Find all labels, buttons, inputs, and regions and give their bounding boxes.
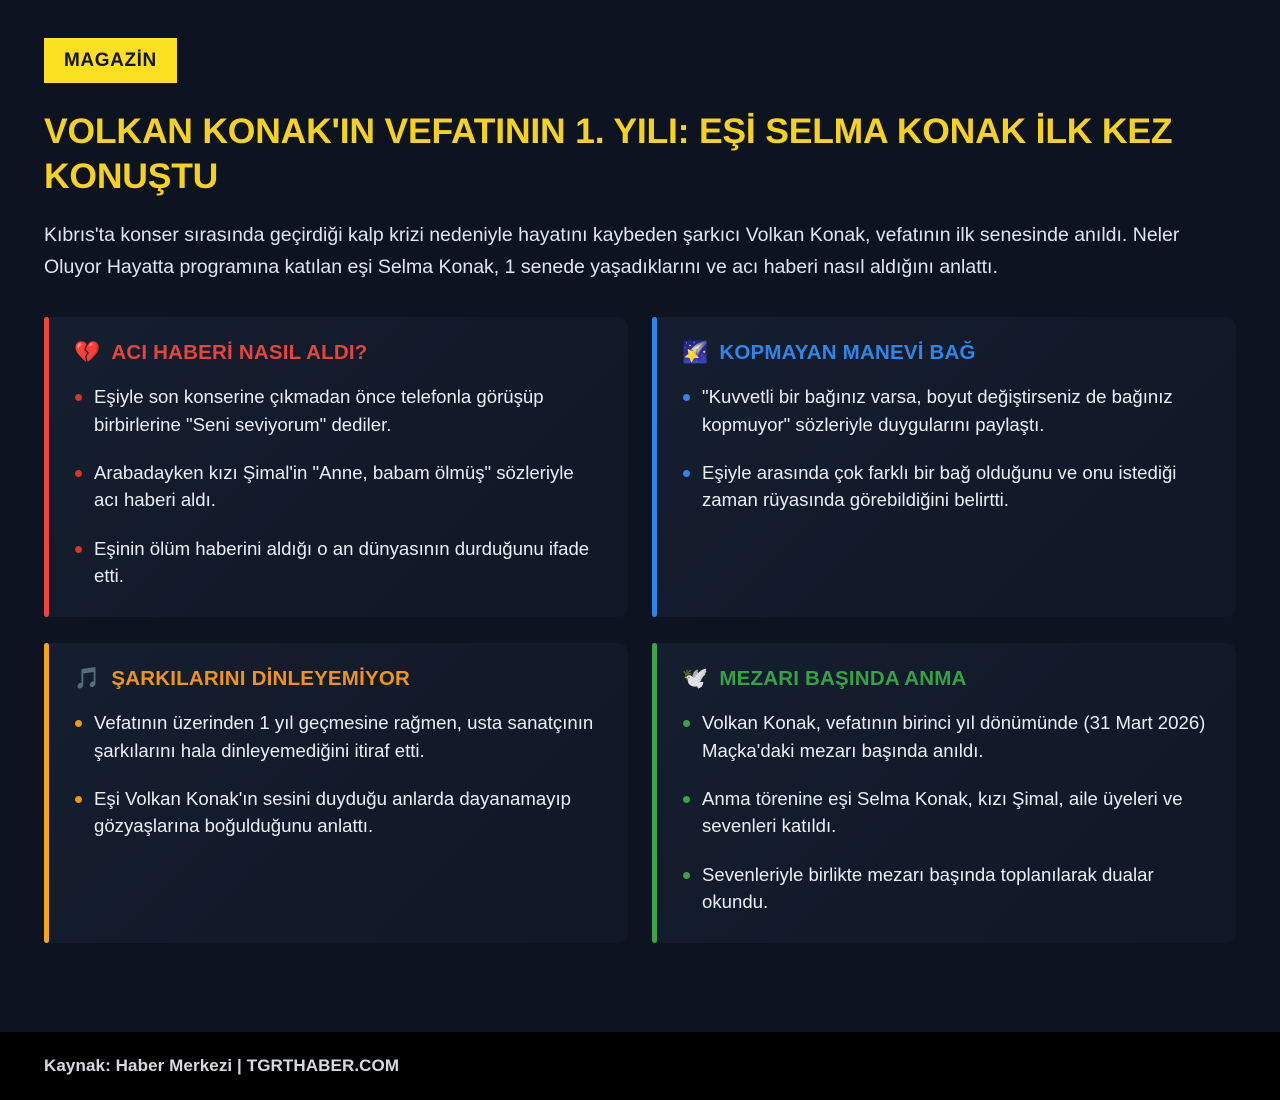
card-sarkilarini-dinleyemiyor xyxy=(44,643,628,943)
card-title xyxy=(74,667,602,692)
card-mezari-basinda-anma xyxy=(652,643,1236,943)
list-item-text: Arabadayken kızı Şimal'in "Anne, babam ölmüş" sözleriyle acı haberi aldı. xyxy=(94,461,574,511)
list-item xyxy=(74,535,602,590)
card-bullet-list xyxy=(74,709,602,839)
list-item xyxy=(682,709,1210,764)
list-item xyxy=(74,785,602,840)
music-note-icon: 🎵 xyxy=(74,667,101,691)
card-accent-bar xyxy=(44,643,49,943)
card-title xyxy=(682,667,1210,692)
white-flower-icon: 🕊️ xyxy=(682,667,709,691)
list-item-text: Eşi Volkan Konak'ın sesini duyduğu anlarda dayanamayıp gözyaşlarına boğulduğunu anlattı. xyxy=(94,787,571,837)
list-item xyxy=(74,459,602,514)
list-item xyxy=(74,383,602,438)
card-bullet-list xyxy=(682,383,1210,513)
card-bullet-list xyxy=(682,709,1210,915)
card-accent-bar xyxy=(652,317,657,617)
card-accent-bar xyxy=(44,317,49,617)
list-item xyxy=(682,785,1210,840)
card-manevi-bag xyxy=(652,317,1236,617)
card-title-text: MEZARI BAŞINDA ANMA xyxy=(719,666,967,690)
card-title xyxy=(682,341,1210,366)
card-aci-haberi xyxy=(44,317,628,617)
footer-bar xyxy=(0,1032,1280,1100)
card-title-text: ACI HABERİ NASIL ALDI? xyxy=(111,340,368,364)
list-item xyxy=(682,861,1210,916)
summary-paragraph: Kıbrıs'ta konser sırasında geçirdiği kalp krizi nedeniyle hayatını kaybeden şarkıcı Volkan Konak, vefatının ilk senesinde anıldı. Neler Oluyor Hayatta programına katılan eşi Selma Konak, 1 senede yaşadıklarını ve acı haberi nasıl aldığını anlattı. xyxy=(44,224,1180,279)
card-accent-bar xyxy=(652,643,657,943)
card-bullet-list xyxy=(74,383,602,589)
list-item-text: Eşiyle arasında çok farklı bir bağ olduğunu ve onu istediği zaman rüyasında görebildiğini belirtti. xyxy=(702,461,1177,511)
category-badge: MAGAZİN xyxy=(44,38,177,83)
card-title-text: KOPMAYAN MANEVİ BAĞ xyxy=(719,340,976,364)
card-grid xyxy=(44,317,1236,943)
card-title-text: ŞARKILARINI DİNLEYEMİYOR xyxy=(111,666,411,690)
list-item-text: "Kuvvetli bir bağınız varsa, boyut değiştirseniz de bağınız kopmuyor" sözleriyle duygularını paylaştı. xyxy=(702,386,1173,435)
broken-heart-icon: 💔 xyxy=(74,341,101,365)
list-item-text: Eşiyle son konserine çıkmadan önce telefonla görüşüp birbirlerine "Seni seviyorum" dediler. xyxy=(94,386,544,435)
list-item xyxy=(682,383,1210,438)
list-item-text: Sevenleriyle birlikte mezarı başında toplanılarak dualar okundu. xyxy=(702,863,1154,912)
list-item-text: Eşinin ölüm haberini aldığı o an dünyasının durduğunu ifade etti. xyxy=(94,537,590,586)
page-title: VOLKAN KONAK'IN VEFATININ 1. YILI: EŞİ SELMA KONAK İLK KEZ KONUŞTU xyxy=(44,111,1173,196)
list-item-text: Volkan Konak, vefatının birinci yıl dönümünde (31 Mart 2026) Maçka'daki mezarı başında anıldı. xyxy=(702,712,1206,761)
list-item-text: Vefatının üzerinden 1 yıl geçmesine rağmen, usta sanatçının şarkılarını hala dinleyemediğini itiraf etti. xyxy=(94,712,594,761)
comet-icon: 🌠 xyxy=(682,341,709,365)
list-item xyxy=(682,459,1210,514)
card-title xyxy=(74,341,602,366)
source-text: Kaynak: Haber Merkezi | TGRTHABER.COM xyxy=(44,1056,400,1075)
list-item xyxy=(74,709,602,764)
list-item-text: Anma törenine eşi Selma Konak, kızı Şimal, aile üyeleri ve sevenleri katıldı. xyxy=(702,787,1183,837)
header-section xyxy=(0,0,1280,284)
